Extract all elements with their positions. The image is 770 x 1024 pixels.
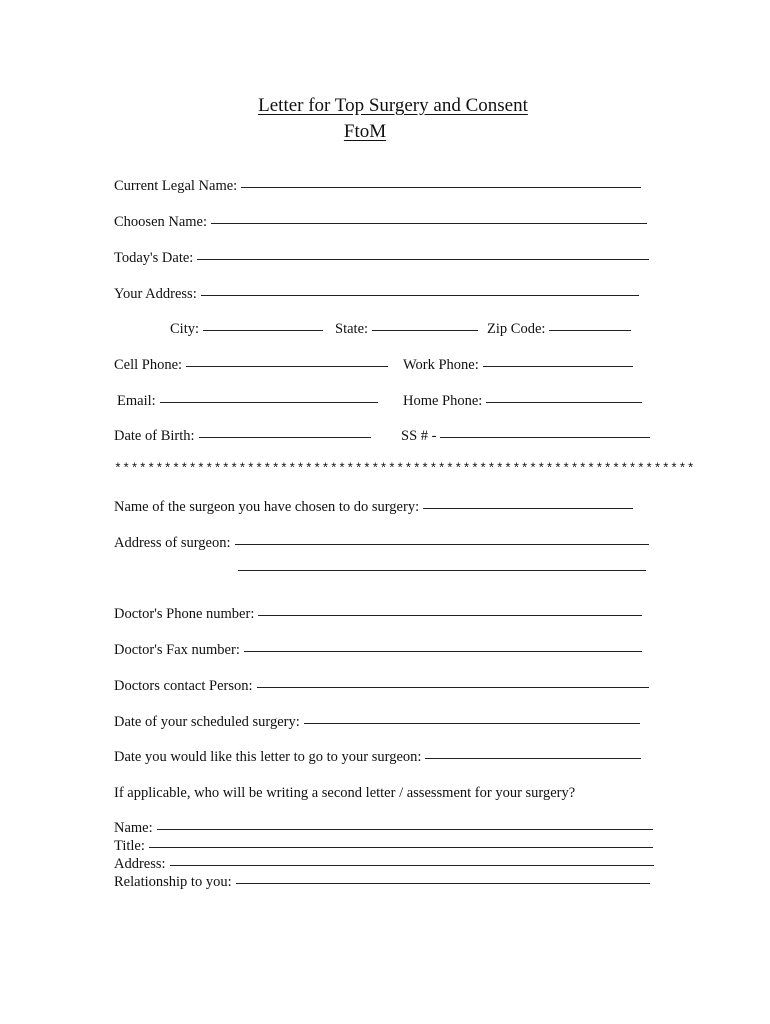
legal-name-label: Current Legal Name: <box>114 178 238 194</box>
second-title-field[interactable] <box>149 846 653 848</box>
second-address-row <box>114 856 654 873</box>
todays-date-field[interactable] <box>197 258 649 260</box>
doctor-fax-label: Doctor's Fax number: <box>114 642 240 658</box>
second-relationship-label: Relationship to you: <box>114 874 232 890</box>
city-label: City: <box>170 321 200 337</box>
address-label: Your Address: <box>114 286 197 302</box>
second-letter-question <box>114 785 575 802</box>
city-row <box>170 321 631 338</box>
surgeon-name-row <box>114 499 633 516</box>
second-name-row <box>114 820 653 837</box>
home-phone-label: Home Phone: <box>403 393 483 409</box>
work-phone-label: Work Phone: <box>403 357 479 373</box>
surgeon-name-label: Name of the surgeon you have chosen to do surgery: <box>114 499 420 515</box>
address-field[interactable] <box>201 294 639 296</box>
chosen-name-field[interactable] <box>211 222 647 224</box>
surgeon-name-field[interactable] <box>423 507 633 509</box>
second-address-field[interactable] <box>170 864 654 866</box>
cell-phone-label: Cell Phone: <box>114 357 183 373</box>
email-label: Email: <box>117 393 156 409</box>
letter-date-field[interactable] <box>425 757 641 759</box>
page-title: Letter for Top Surgery and Consent <box>258 95 528 116</box>
work-phone-row <box>403 357 633 374</box>
todays-date-label: Today's Date: <box>114 250 194 266</box>
dob-field[interactable] <box>199 436 371 438</box>
surgeon-address-row-2 <box>238 571 646 573</box>
surgeon-address-field[interactable] <box>235 543 649 545</box>
scheduled-date-label: Date of your scheduled surgery: <box>114 714 300 730</box>
chosen-name-label: Choosen Name: <box>114 214 208 230</box>
zip-field[interactable] <box>549 329 631 331</box>
state-field[interactable] <box>372 329 478 331</box>
doctor-phone-row <box>114 606 642 623</box>
ssn-label: SS # - <box>401 428 437 444</box>
email-row <box>117 393 378 410</box>
second-relationship-row <box>114 874 650 891</box>
ssn-row <box>401 428 650 445</box>
surgeon-address-field-2[interactable] <box>238 569 646 571</box>
section-separator: ********************************************************************** <box>114 461 696 476</box>
doctor-phone-label: Doctor's Phone number: <box>114 606 255 622</box>
state-label: State: <box>335 321 369 337</box>
second-name-field[interactable] <box>157 828 653 830</box>
dob-row <box>114 428 371 445</box>
legal-name-row <box>114 178 641 195</box>
second-title-row <box>114 838 653 855</box>
legal-name-field[interactable] <box>241 186 641 188</box>
second-letter-question-text: If applicable, who will be writing a second letter / assessment for your surgery? <box>114 785 576 801</box>
home-phone-field[interactable] <box>486 401 642 403</box>
doctor-fax-row <box>114 642 642 659</box>
email-field[interactable] <box>160 401 378 403</box>
surgeon-address-label: Address of surgeon: <box>114 535 231 551</box>
page-subtitle: FtoM <box>343 121 387 142</box>
zip-label: Zip Code: <box>487 321 546 337</box>
doctor-contact-label: Doctors contact Person: <box>114 678 253 694</box>
letter-date-row <box>114 749 641 766</box>
cell-phone-row <box>114 357 388 374</box>
second-name-label: Name: <box>114 820 153 836</box>
chosen-name-row <box>114 214 647 231</box>
second-address-label: Address: <box>114 856 166 872</box>
doctor-fax-field[interactable] <box>244 650 642 652</box>
scheduled-date-row <box>114 714 640 731</box>
second-title-label: Title: <box>114 838 145 854</box>
scheduled-date-field[interactable] <box>304 722 640 724</box>
doctor-contact-row <box>114 678 649 695</box>
todays-date-row <box>114 250 649 267</box>
second-relationship-field[interactable] <box>236 882 650 884</box>
surgeon-address-row <box>114 535 649 552</box>
letter-date-label: Date you would like this letter to go to your surgeon: <box>114 749 422 765</box>
address-row <box>114 286 639 303</box>
doctor-contact-field[interactable] <box>257 686 649 688</box>
cell-phone-field[interactable] <box>186 365 388 367</box>
dob-label: Date of Birth: <box>114 428 195 444</box>
ssn-field[interactable] <box>440 436 650 438</box>
home-phone-row <box>403 393 642 410</box>
doctor-phone-field[interactable] <box>258 614 642 616</box>
work-phone-field[interactable] <box>483 365 633 367</box>
city-field[interactable] <box>203 329 323 331</box>
